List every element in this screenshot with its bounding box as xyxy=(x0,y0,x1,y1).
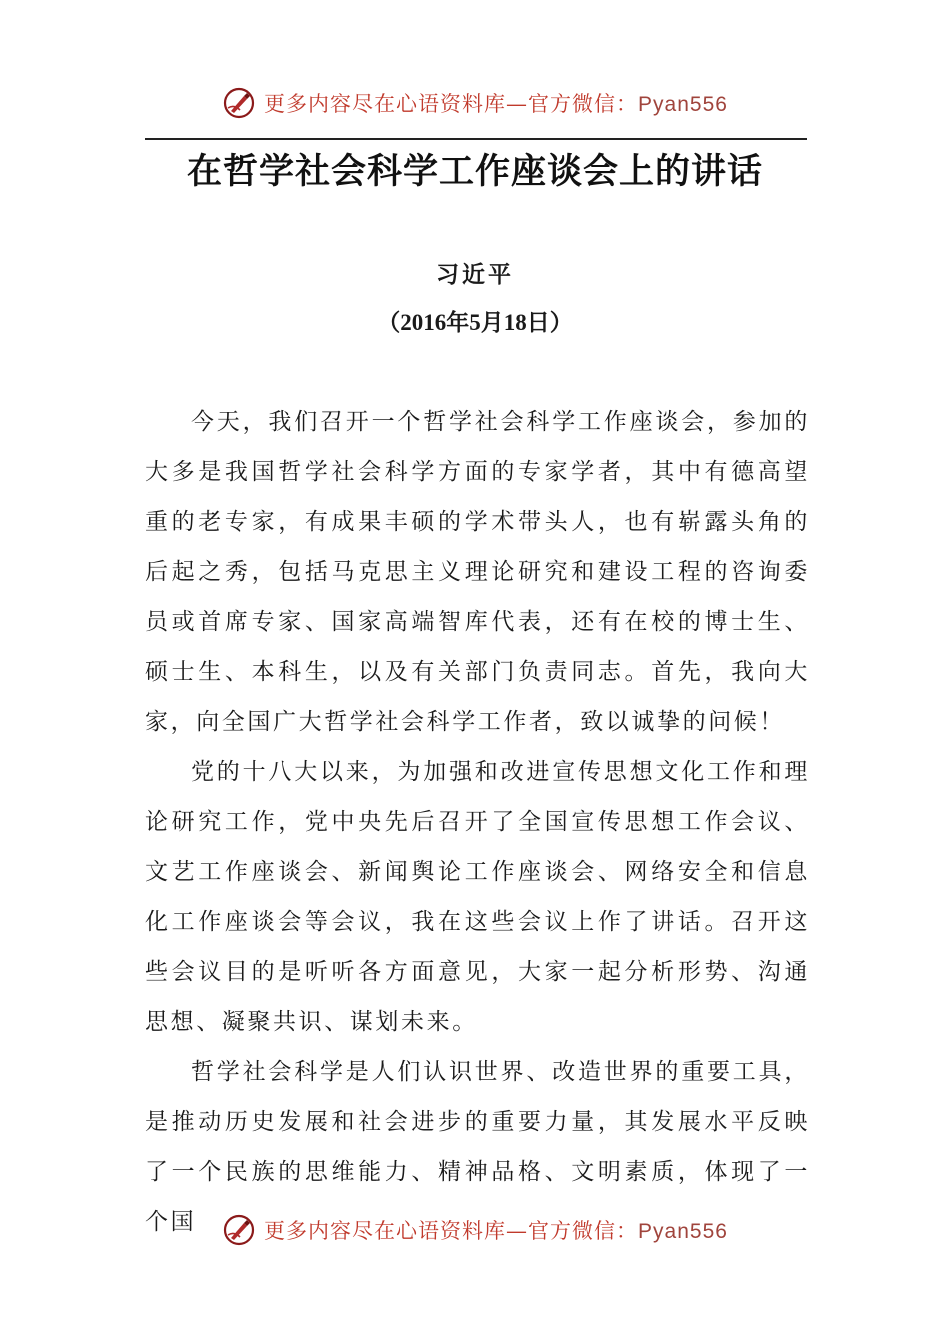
document-date: （2016年5月18日） xyxy=(377,310,573,335)
banner-wechat-id: Pyan556 xyxy=(638,93,728,116)
banner-text xyxy=(264,88,728,118)
header-banner xyxy=(0,83,950,123)
banner-main-text: 更多内容尽在心语资料库—官方微信： xyxy=(264,92,639,116)
body-paragraph: 党的十八大以来，为加强和改进宣传思想文化工作和理论研究工作，党中央先后召开了全国宣传思想工作会议、文艺工作座谈会、新闻舆论工作座谈会、网络安全和信息化工作座谈会等会议，我在这些会议上作了讲话。召开这些会议目的是听听各方面意见，大家一起分析形势、沟通思想、凝聚共识、谋划未来。 xyxy=(145,759,810,1035)
footer-banner xyxy=(0,1210,950,1250)
body-paragraph: 哲学社会科学是人们认识世界、改造世界的重要工具，是推动历史发展和社会进步的重要力量，其发展水平反映了一个民族的思维能力、精神品格、文明素质，体现了一个国 xyxy=(145,1059,810,1235)
banner-wechat-id: Pyan556 xyxy=(638,1220,728,1243)
document-body xyxy=(145,397,810,1247)
document-title: 在哲学社会科学工作座谈会上的讲话 xyxy=(186,151,763,192)
pen-logo-icon xyxy=(222,1213,256,1247)
header-rule xyxy=(145,138,807,140)
pen-logo-icon xyxy=(222,86,256,120)
body-paragraph: 今天，我们召开一个哲学社会科学工作座谈会，参加的大多是我国哲学社会科学方面的专家学者，其中有德高望重的老专家，有成果丰硕的学术带头人，也有崭露头角的后起之秀，包括马克思主义理论研究和建设工程的咨询委员或首席专家、国家高端智库代表，还有在校的博士生、硕士生、本科生，以及有关部门负责同志。首先，我向大家，向全国广大哲学社会科学工作者，致以诚挚的问候！ xyxy=(145,409,810,735)
banner-text xyxy=(264,1215,728,1245)
document-author: 习近平 xyxy=(436,261,514,288)
banner-main-text: 更多内容尽在心语资料库—官方微信： xyxy=(264,1219,639,1243)
